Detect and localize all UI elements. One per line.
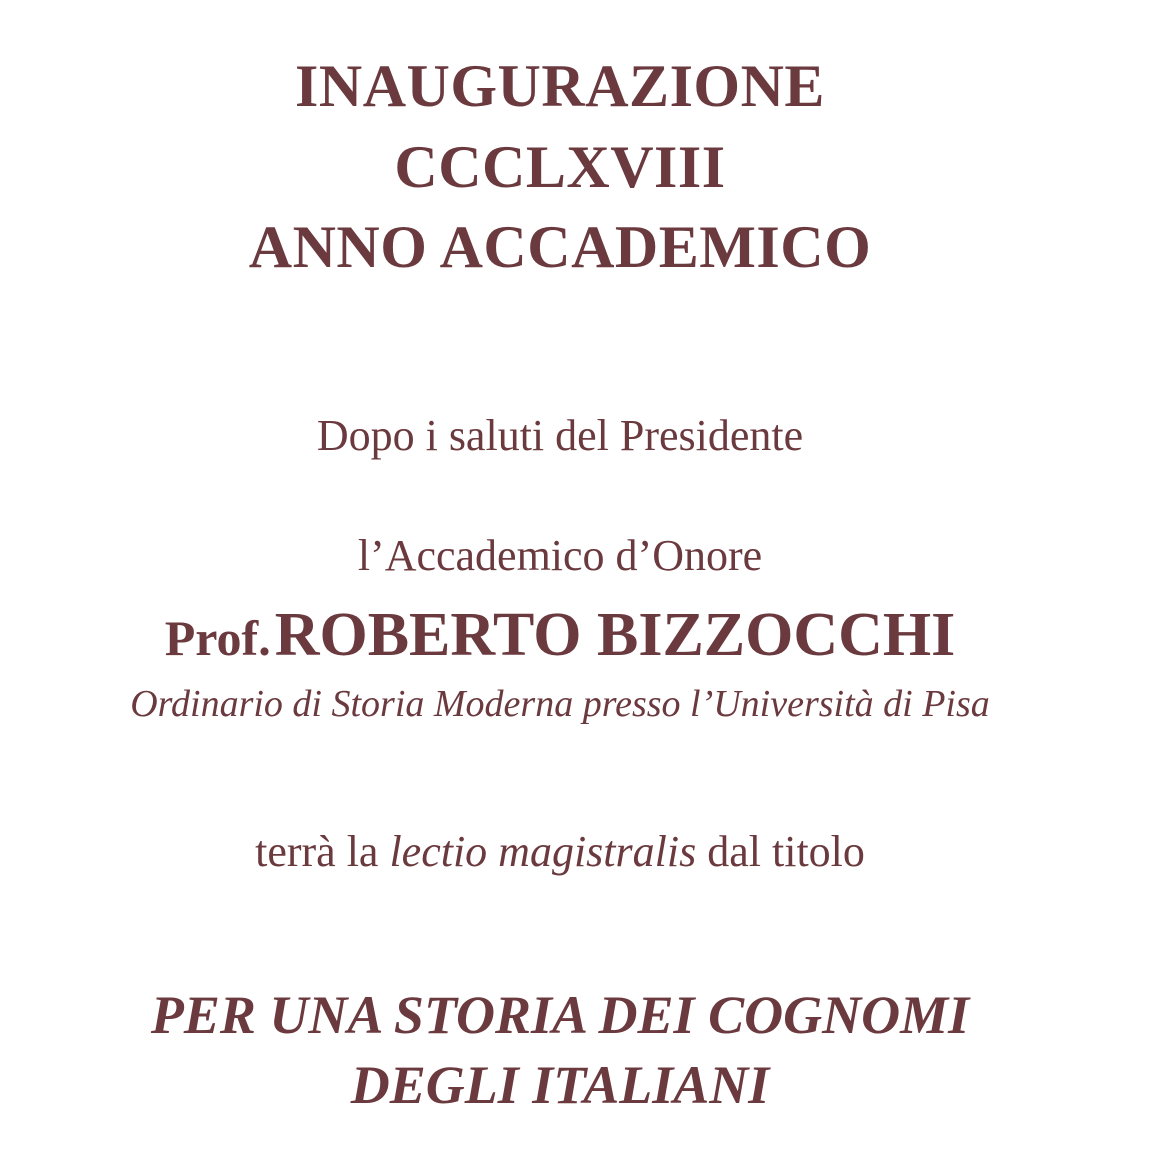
lecture-title-line1: PER UNA STORIA DEI COGNOMI [150,985,970,1045]
lectio-emphasis: lectio magistralis [389,827,697,876]
speaker-name: ROBERTO BIZZOCCHI [274,601,956,669]
heading-anno-accademico: ANNO ACCADEMICO [248,214,872,280]
speaker-line [0,600,1120,671]
speaker-affiliation: Ordinario di Storia Moderna presso l’Università di Pisa [130,683,990,725]
heading-year-number: CCCLXVIII [394,134,726,200]
speaker-title: Prof. [164,610,271,666]
lectio-after: dal titolo [696,827,865,876]
lecture-title-line2: DEGLI ITALIANI [350,1055,770,1115]
heading-inaugurazione: INAUGURAZIONE [295,53,825,119]
lectio-before: terrà la [255,827,390,876]
lectio-line [0,826,1120,877]
role-text: l’Accademico d’Onore [357,531,763,580]
greeting-text: Dopo i saluti del Presidente [316,411,804,460]
